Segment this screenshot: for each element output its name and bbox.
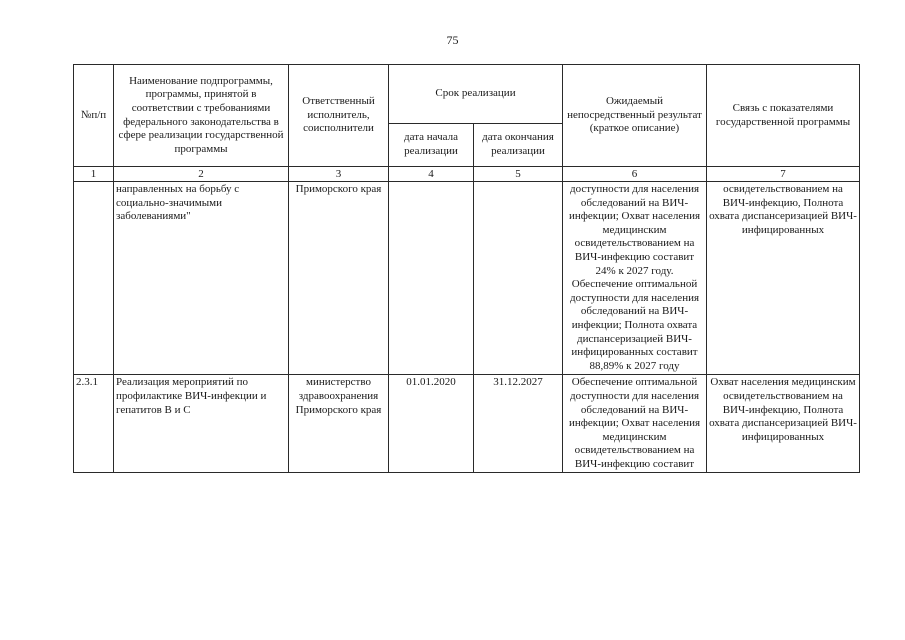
- header-col-name: Наименование подпрограммы, программы, принятой в соответствии с требованиями федерального законодательства в сфере реализации государственной программы: [114, 65, 289, 167]
- page-number: 75: [446, 33, 459, 47]
- row-start: 01.01.2020: [389, 375, 474, 473]
- row-result: Обеспечение оптимальной доступности для населения обследований на ВИЧ-инфекции; Охват населения медицинским освидетельствованием на ВИЧ-инфекцию составит: [563, 375, 707, 473]
- header-col-num: №п/п: [74, 65, 114, 167]
- header-col-start: дата начала реализации: [389, 124, 474, 167]
- row-num: [74, 182, 114, 375]
- column-numbers-row: [74, 167, 860, 182]
- header-col-period: Срок реализации: [389, 65, 563, 124]
- row-link: освидетельствованием на ВИЧ-инфекцию, Полнота охвата диспансеризацией ВИЧ-инфицированных: [707, 182, 860, 375]
- table-row: [74, 182, 860, 375]
- header-col-link: Связь с показателями государственной программы: [707, 65, 860, 167]
- header-row: [74, 65, 860, 124]
- column-number: 3: [289, 167, 389, 182]
- header-col-executor: Ответственный исполнитель, соисполнители: [289, 65, 389, 167]
- row-end: 31.12.2027: [474, 375, 563, 473]
- program-table: [73, 64, 860, 473]
- table-row: [74, 375, 860, 473]
- row-name: Реализация мероприятий по профилактике ВИЧ-инфекции и гепатитов В и С: [114, 375, 289, 473]
- column-number: 5: [474, 167, 563, 182]
- row-name: направленных на борьбу с социально-значимыми заболеваниями": [114, 182, 289, 375]
- row-start: [389, 182, 474, 375]
- column-number: 1: [74, 167, 114, 182]
- column-number: 7: [707, 167, 860, 182]
- row-executor: министерство здравоохранения Приморского края: [289, 375, 389, 473]
- column-number: 2: [114, 167, 289, 182]
- row-executor: Приморского края: [289, 182, 389, 375]
- header-col-result: Ожидаемый непосредственный результат (краткое описание): [563, 65, 707, 167]
- row-result: доступности для населения обследований на ВИЧ-инфекции; Охват населения медицинским освидетельствованием на ВИЧ-инфекцию составит 24% к 2027 году. Обеспечение оптимальной доступности для населения обследований на ВИЧ-инфекции; Полнота охвата диспансеризацией ВИЧ-инфицированных составит 88,89% к 2027 году: [563, 182, 707, 375]
- header-col-end: дата окончания реализации: [474, 124, 563, 167]
- row-end: [474, 182, 563, 375]
- row-link: Охват населения медицинским освидетельствованием на ВИЧ-инфекцию, Полнота охвата диспансеризацией ВИЧ-инфицированных: [707, 375, 860, 473]
- column-number: 6: [563, 167, 707, 182]
- column-number: 4: [389, 167, 474, 182]
- row-num: 2.3.1: [74, 375, 114, 473]
